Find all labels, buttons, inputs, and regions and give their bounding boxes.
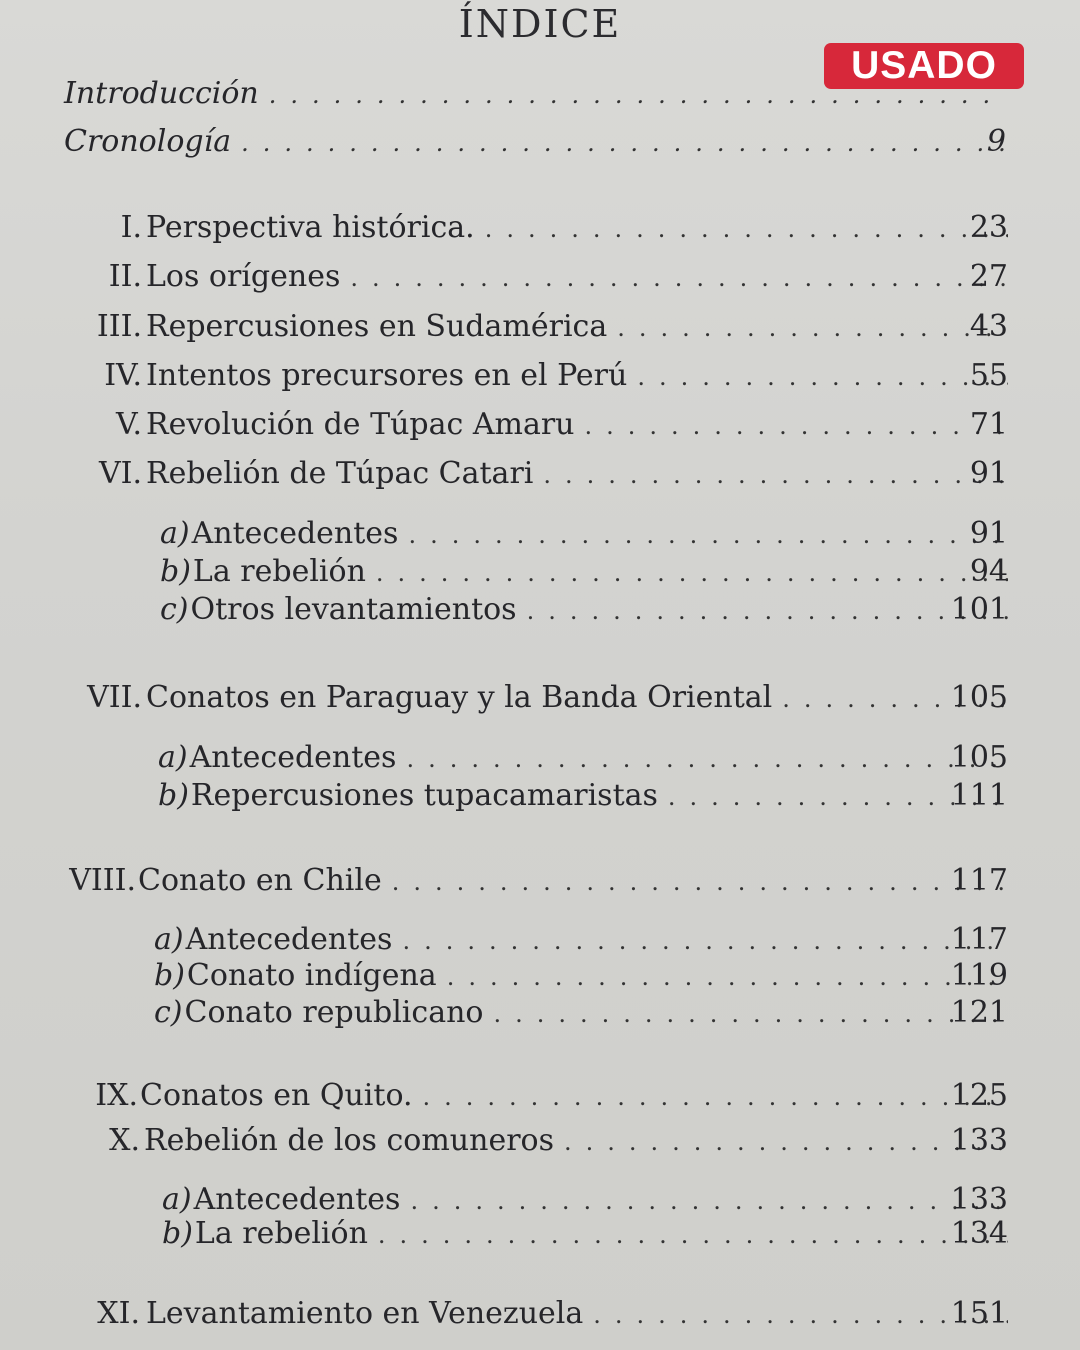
dot-leader [447,963,1008,991]
toc-page-number: 27 [969,259,1008,294]
chapter-number: VII. [87,680,142,715]
chapter-number: VIII. [69,863,136,898]
toc-page-number: 117 [950,863,1008,898]
toc-subsection [162,1216,1008,1256]
toc-page-number: 121 [950,995,1008,1030]
toc-page-number: 117 [950,922,1008,957]
toc-chapter-7 [60,680,1008,720]
toc-chapter-6 [60,456,1008,496]
dot-leader [392,868,1008,896]
toc-entry-introduccion [64,76,1006,116]
toc-subsection [160,516,1008,556]
used-badge: USADO [824,43,1024,89]
toc-page-number [936,76,1006,111]
toc-entry-label: Rebelión de Túpac Catari [146,456,534,491]
toc-subsection [158,740,1008,780]
toc-entry-label: Conatos en Paraguay y la Banda Oriental [146,680,773,715]
toc-entry-label: Conatos en Quito. [140,1078,413,1113]
toc-chapter-4 [60,358,1008,398]
chapter-number: V. [116,407,142,442]
toc-chapter-2 [60,259,1008,299]
toc-page-number: 111 [950,778,1008,813]
dot-leader [410,1187,1008,1215]
toc-page-number: 151 [950,1296,1008,1331]
dot-leader [241,129,1006,157]
toc-subsection [154,995,1008,1035]
toc-entry-label: Levantamiento en Venezuela [146,1296,584,1331]
toc-subsection [158,778,1008,818]
subsection-letter: b) [162,1216,193,1251]
toc-page-number: 55 [969,358,1008,393]
subsection-letter: c) [154,995,183,1030]
subsection-letter: a) [160,516,190,551]
toc-chapter-8 [60,863,1008,903]
toc-entry-label: Conato indígena [186,958,437,993]
chapter-number: X. [109,1123,140,1158]
toc-chapter-11 [60,1296,1008,1336]
toc-chapter-10 [60,1123,1008,1163]
dot-leader [408,521,1008,549]
chapter-number: I. [120,210,142,245]
toc-entry-label: Conato republicano [184,995,484,1030]
chapter-number: II. [108,259,142,294]
dot-leader [378,1221,1008,1249]
toc-page-number: 43 [969,309,1008,344]
toc-entry-label: Introducción [64,76,259,111]
subsection-letter: a) [158,740,188,775]
toc-chapter-1 [60,210,1008,250]
subsection-letter: a) [154,922,184,957]
toc-entry-cronologia [64,124,1006,164]
toc-chapter-3 [60,309,1008,349]
dot-leader [406,745,1008,773]
toc-entry-label: Los orígenes [146,259,341,294]
toc-entry-label: Otros levantamientos [190,592,517,627]
toc-page-number: 134 [950,1216,1008,1251]
toc-entry-label: Conato en Chile [138,863,382,898]
chapter-number: III. [96,309,142,344]
toc-chapter-9 [60,1078,1008,1118]
toc-page-number: 125 [950,1078,1008,1113]
toc-entry-label: La rebelión [192,554,366,589]
toc-entry-label: Antecedentes [185,922,393,957]
subsection-letter: c) [160,592,189,627]
dot-leader [402,927,1008,955]
toc-entry-label: Antecedentes [189,740,397,775]
toc-entry-label: Antecedentes [193,1182,401,1217]
toc-page-number: 133 [950,1123,1008,1158]
dot-leader [350,264,1008,292]
toc-page-number: 105 [950,680,1008,715]
dot-leader [493,1000,1008,1028]
toc-page-number: 71 [969,407,1008,442]
toc-entry-label: Repercusiones en Sudamérica [146,309,608,344]
toc-entry-label: Intentos precursores en el Perú [146,358,628,393]
toc-entry-label: Rebelión de los comuneros [144,1123,554,1158]
dot-leader [269,81,1006,109]
toc-page-number: 23 [969,210,1008,245]
toc-page-number: 101 [950,592,1008,627]
toc-entry-label: Perspectiva histórica. [146,210,475,245]
subsection-letter: b) [154,958,185,993]
chapter-number: VI. [98,456,142,491]
toc-subsection [154,922,1008,962]
toc-entry-label: Repercusiones tupacamaristas [190,778,658,813]
toc-chapter-5 [60,407,1008,447]
chapter-number: XI. [97,1296,140,1331]
toc-page-number: 133 [950,1182,1008,1217]
dot-leader [485,215,1008,243]
toc-entry-label: Antecedentes [191,516,399,551]
dot-leader [376,559,1008,587]
index-title: ÍNDICE [458,2,622,46]
subsection-letter: b) [160,554,191,589]
toc-page-number: 119 [950,958,1008,993]
subsection-letter: a) [162,1182,192,1217]
dot-leader [423,1083,1008,1111]
toc-page-number: 9 [986,124,1006,159]
toc-entry-label: Cronología [64,124,232,159]
toc-page-number: 91 [969,456,1008,491]
toc-subsection [160,554,1008,594]
toc-entry-label: Revolución de Túpac Amaru [146,407,575,442]
chapter-number: IV. [104,358,142,393]
toc-subsection [160,592,1008,632]
subsection-letter: b) [158,778,189,813]
dot-leader [527,597,1008,625]
toc-entry-label: La rebelión [194,1216,368,1251]
chapter-number: IX. [95,1078,138,1113]
toc-page-number: 91 [969,516,1008,551]
toc-page-number: 105 [950,740,1008,775]
toc-page-number: 94 [969,554,1008,589]
toc-subsection [154,958,1008,998]
